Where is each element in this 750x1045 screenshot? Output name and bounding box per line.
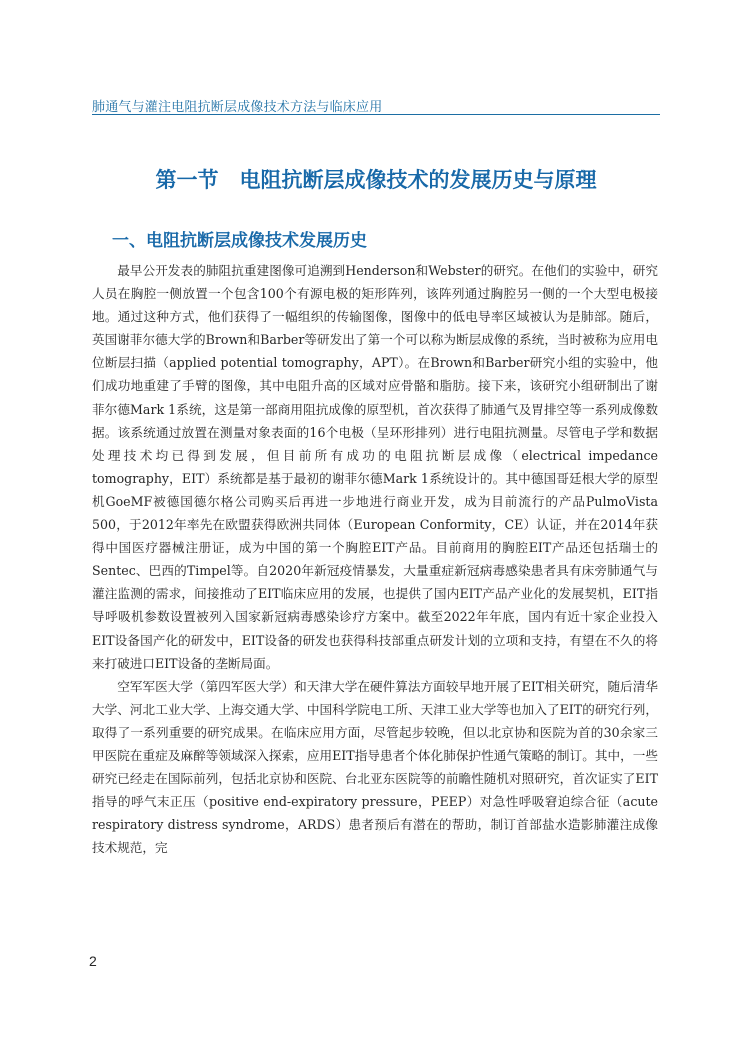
section-heading: 一、电阻抗断层成像技术发展历史 — [112, 231, 367, 251]
body-text — [92, 259, 658, 859]
paragraph-2: 空军军医大学（第四军医大学）和天津大学在硬件算法方面较早地开展了EIT相关研究，随后清华大学、河北工业大学、上海交通大学、中国科学院电工所、天津工业大学等也加入了EIT的研究行列，取得了一系列重要的研究成果。在临床应用方面，尽管起步较晚，但以北京协和医院为首的30余家三甲医院在重症及麻醉等领域深入探索，应用EIT指导患者个体化肺保护性通气策略的制订。其中，一些研究已经走在国际前列，包括北京协和医院、台北亚东医院等的前瞻性随机对照研究，首次证实了EIT指导的呼气末正压（positive end-expiratory pressure，PEEP）对急性呼吸窘迫综合征（acute respiratory distress syndrome，ARDS）患者预后有潜在的帮助，制订首部盐水造影肺灌注成像技术规范，完 — [92, 678, 658, 856]
header-divider — [92, 114, 660, 115]
chapter-title: 第一节 电阻抗断层成像技术的发展历史与原理 — [155, 168, 597, 192]
running-head-title: 肺通气与灌注电阻抗断层成像技术方法与临床应用 — [92, 100, 383, 115]
page-number: 2 — [89, 953, 97, 969]
paragraph-1: 最早公开发表的肺阻抗重建图像可追溯到Henderson和Webster的研究。在他们的实验中，研究人员在胸腔一侧放置一个包含100个有源电极的矩形阵列，该阵列通过胸腔另一侧的一个大型电极接地。通过这种方式，他们获得了一幅组织的传输图像，图像中的低电导率区域被认为是肺部。随后，英国谢菲尔德大学的Brown和Barber等研发出了第一个可以称为断层成像的系统，当时被称为应用电位断层扫描（applied potential tomography，APT）。在Brown和Barber研究小组的实验中，他们成功地重建了手臂的图像，其中电阻升高的区域对应骨骼和脂肪。接下来，该研究小组研制出了谢菲尔德Mark 1系统，这是第一部商用阻抗成像的原型机，首次获得了肺通气及胃排空等一系列成像数据。该系统通过放置在测量对象表面的16个电极（呈环形排列）进行电阻抗测量。尽管电子学和数据处理技术均已得到发展，但目前所有成功的电阻抗断层成像（electrical impedance tomography，EIT）系统都是基于最初的谢菲尔德Mark 1系统设计的。其中德国哥廷根大学的原型机GoeMF被德国德尔格公司购买后再进一步地进行商业开发，成为目前流行的产品PulmoVista 500，于2012年率先在欧盟获得欧洲共同体（European Conformity，CE）认证，并在2014年获得中国医疗器械注册证，成为中国的第一个胸腔EIT产品。目前商用的胸腔EIT产品还包括瑞士的Sentec、巴西的Timpel等。自2020年新冠疫情暴发，大量重症新冠病毒感染患者具有床旁肺通气与灌注监测的需求，间接推动了EIT临床应用的发展，也提供了国内EIT产品产业化的发展契机，EIT指导呼吸机参数设置被列入国家新冠病毒感染诊疗方案中。截至2022年年底，国内有近十家企业投入EIT设备国产化的研发中，EIT设备的研发也获得科技部重点研发计划的立项和支持，有望在不久的将来打破进口EIT设备的垄断局面。 — [92, 263, 658, 671]
